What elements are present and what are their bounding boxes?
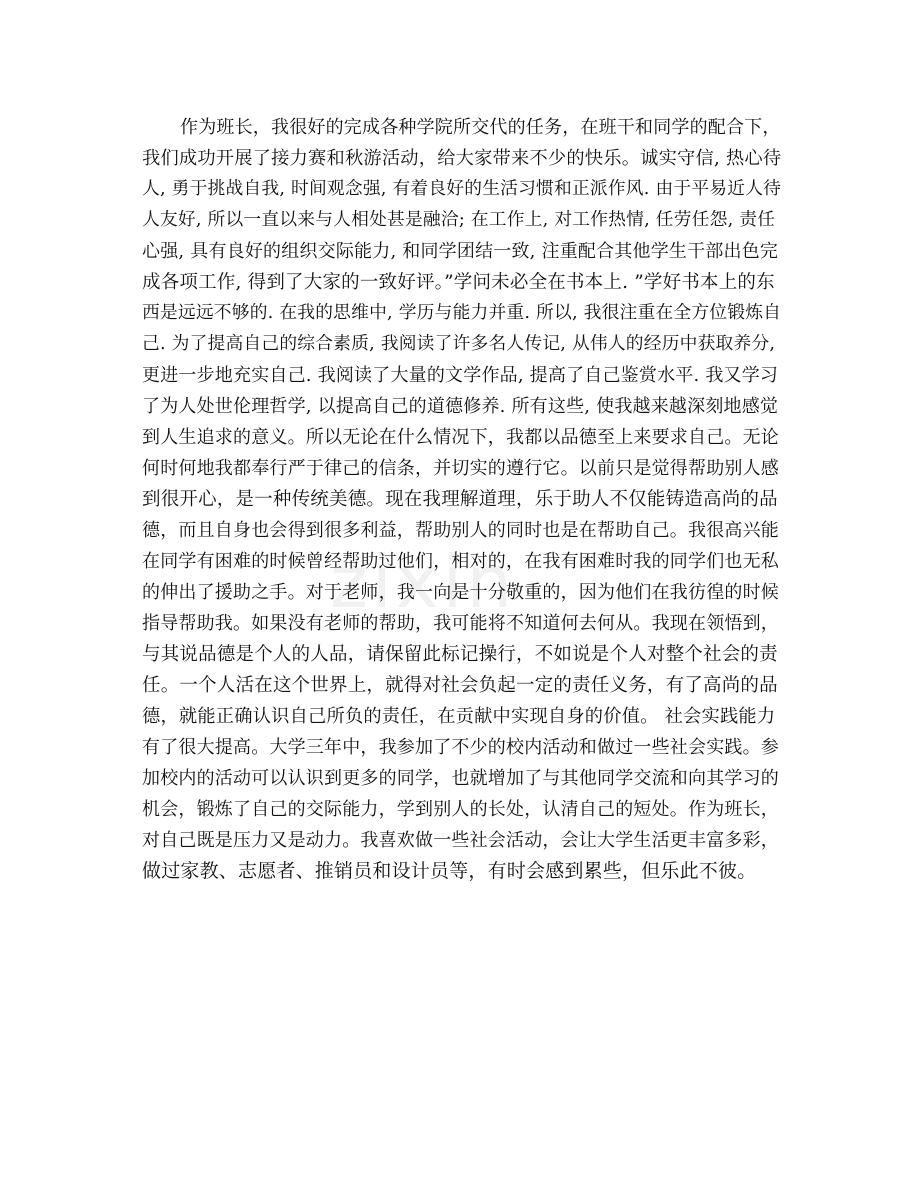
text-line: 更进一步地充实自己. 我阅读了大量的文学作品, 提高了自己鉴赏水平. 我又学习 — [142, 365, 779, 386]
text-line: 机会，锻炼了自己的交际能力，学到别人的长处，认清自己的短处。作为班长， — [142, 799, 779, 820]
text-line: 心强, 具有良好的组织交际能力, 和同学团结一致, 注重配合其他学生干部出色完 — [142, 241, 779, 262]
text-line: 任。一个人活在这个世界上，就得对社会负起一定的责任义务，有了高尚的品 — [142, 675, 778, 696]
text-line: 有了很大提高。大学三年中，我参加了不少的校内活动和做过一些社会实践。参 — [142, 737, 779, 758]
text-line: 我们成功开展了接力赛和秋游活动，给大家带来不少的快乐。诚实守信, 热心待 — [142, 148, 782, 169]
text-line: 作为班长，我很好的完成各种学院所交代的任务，在班干和同学的配合下， — [180, 117, 781, 138]
watermark: zixin — [330, 540, 517, 624]
text-line: 在同学有困难的时候曾经帮助过他们，相对的，在我有困难时我的同学们也无私 — [142, 551, 779, 572]
text-line: 指导帮助我。如果没有老师的帮助，我可能将不知道何去何从。我现在领悟到， — [142, 613, 779, 634]
text-line: 与其说品德是个人的人品，请保留此标记操行，不如说是个人对整个社会的责 — [142, 644, 778, 665]
text-line: 做过家教、志愿者、推销员和设计员等，有时会感到累些，但乐此不彼。 — [142, 860, 757, 882]
text-line: 对自己既是压力又是动力。我喜欢做一些社会活动，会让大学生活更丰富多彩， — [142, 830, 779, 851]
text-line: 德，而且自身也会得到很多利益，帮助别人的同时也是在帮助自己。我很高兴能 — [142, 520, 779, 541]
text-line: 德，就能正确认识自己所负的责任，在贡献中实现自身的价值。 社会实践能力 — [142, 706, 776, 727]
text-line: 西是远远不够的. 在我的思维中, 学历与能力并重. 所以, 我很注重在全方位锻炼自 — [142, 303, 782, 323]
text-line: 到人生追求的意义。所以无论在什么情况下，我都以品德至上来要求自己。无论 — [142, 427, 779, 448]
text-line: 己. 为了提高自己的综合素质, 我阅读了许多名人传记, 从伟人的经历中获取养分, — [142, 334, 776, 354]
text-line: 人友好, 所以一直以来与人相处甚是融洽; 在工作上, 对工作热情, 任劳任怨, 责任 — [142, 210, 776, 230]
text-line: 何时何地我都奉行严于律己的信条，并切实的遵行它。以前只是觉得帮助别人感 — [142, 458, 779, 479]
text-line: 人, 勇于挑战自我, 时间观念强, 有着良好的生活习惯和正派作风. 由于平易近人待 — [142, 179, 782, 199]
document-body — [142, 112, 782, 887]
text-line: 了为人处世伦理哲学, 以提高自己的道德修养. 所有这些, 使我越来越深刻地感觉 — [142, 396, 779, 417]
text-line: 加校内的活动可以认识到更多的同学，也就增加了与其他同学交流和向其学习的 — [142, 768, 779, 789]
text-line: 的伸出了援助之手。对于老师，我一向是十分敬重的，因为他们在我彷徨的时候 — [142, 582, 779, 603]
text-line: 到很开心，是一种传统美德。现在我理解道理，乐于助人不仅能铸造高尚的品 — [142, 489, 778, 510]
text-line: 成各项工作, 得到了大家的一致好评。”学问未必全在书本上. ”学好书本上的东 — [142, 272, 775, 293]
